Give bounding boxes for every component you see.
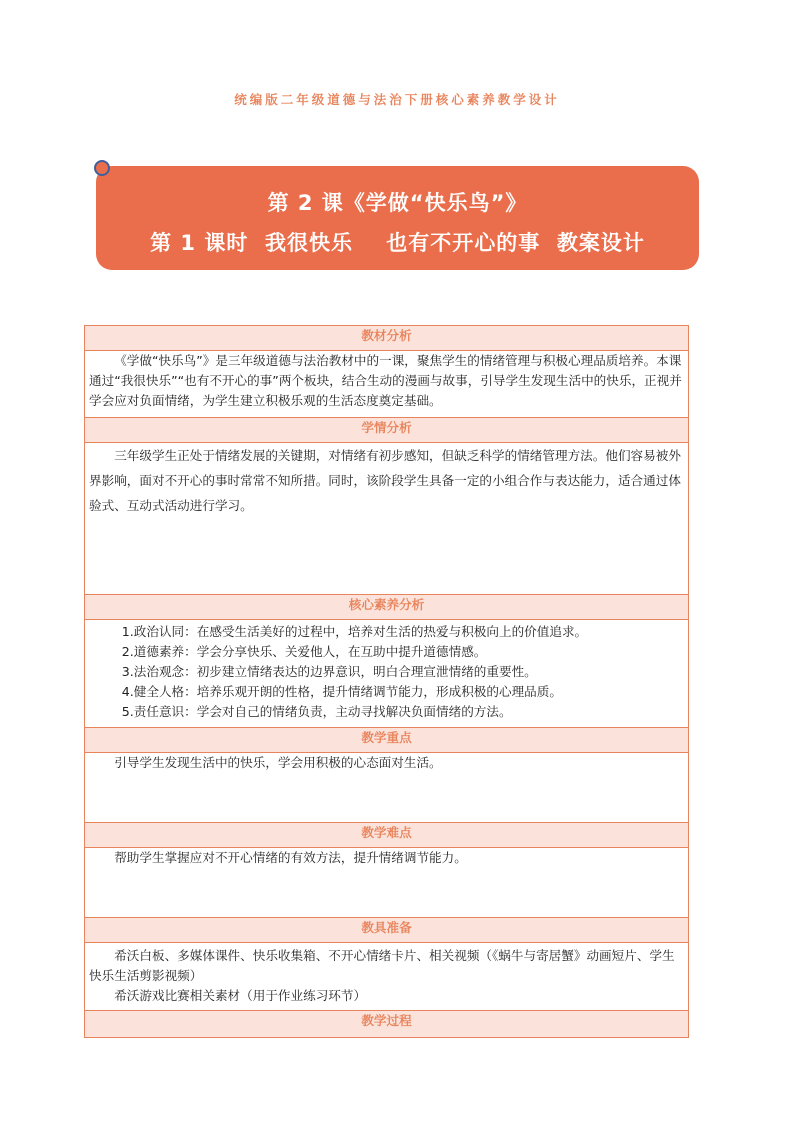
lesson-title: 第 2 课《学做“快乐鸟”》: [267, 191, 528, 215]
materials-text-1: 希沃白板、多媒体课件、快乐收集箱、不开心情绪卡片、相关视频（《蜗牛与寄居蟹》动画短片、学生快乐生活剪影视频）: [89, 948, 675, 983]
section-heading-process: 教学过程: [85, 1011, 689, 1038]
difficulties-content: [85, 848, 689, 918]
section-heading-student-analysis: 学情分析: [85, 418, 689, 443]
key-points-content: [85, 753, 689, 823]
textbook-analysis-text: 《学做“快乐鸟”》是三年级道德与法治教材中的一课，聚焦学生的情绪管理与积极心理品质培养。本课通过“我很快乐”“也有不开心的事”两个板块，结合生动的漫画与故事，引导学生发现生活中的快乐，正视并学会应对负面情绪，为学生建立积极乐观的生活态度奠定基础。: [89, 353, 682, 408]
core-literacy-item-5: 5.责任意识：学会对自己的情绪负责，主动寻找解决负面情绪的方法。: [121, 704, 512, 719]
lesson-title-banner: [96, 166, 699, 270]
student-analysis-text: 三年级学生正处于情绪发展的关键期，对情绪有初步感知，但缺乏科学的情绪管理方法。他们容易被外界影响，面对不开心的事时常常不知所措。同时，该阶段学生具备一定的小组合作与表达能力，适合通过体验式、互动式活动进行学习。: [89, 448, 681, 513]
section-heading-difficulties: 教学难点: [85, 823, 689, 848]
banner-dot-decoration: [94, 160, 110, 176]
materials-content: [85, 943, 689, 1011]
core-literacy-item-4: 4.健全人格：培养乐观开朗的性格，提升情绪调节能力，形成积极的心理品质。: [121, 684, 562, 699]
section-heading-core-literacy: 核心素养分析: [85, 595, 689, 620]
section-heading-textbook-analysis: 教材分析: [85, 326, 689, 351]
section-heading-materials: 教具准备: [85, 918, 689, 943]
core-literacy-item-2: 2.道德素养：学会分享快乐、关爱他人，在互助中提升道德情感。: [121, 644, 487, 659]
lesson-plan-table: [84, 325, 689, 1038]
core-literacy-item-3: 3.法治观念：初步建立情绪表达的边界意识，明白合理宣泄情绪的重要性。: [121, 664, 537, 679]
materials-text-2: 希沃游戏比赛相关素材（用于作业练习环节）: [114, 988, 367, 1003]
core-literacy-content: [85, 620, 689, 728]
textbook-analysis-content: [85, 351, 689, 418]
student-analysis-content: [85, 443, 689, 595]
core-literacy-item-1: 1.政治认同：在感受生活美好的过程中，培养对生活的热爱与积极向上的价值追求。: [121, 624, 588, 639]
lesson-subtitle: 第 1 课时 我很快乐 也有不开心的事 教案设计: [150, 231, 645, 255]
document-header-title: 统编版二年级道德与法治下册核心素养教学设计: [234, 92, 560, 107]
key-points-text: 引导学生发现生活中的快乐，学会用积极的心态面对生活。: [114, 755, 442, 770]
difficulties-text: 帮助学生掌握应对不开心情绪的有效方法，提升情绪调节能力。: [114, 850, 467, 865]
section-heading-key-points: 教学重点: [85, 728, 689, 753]
